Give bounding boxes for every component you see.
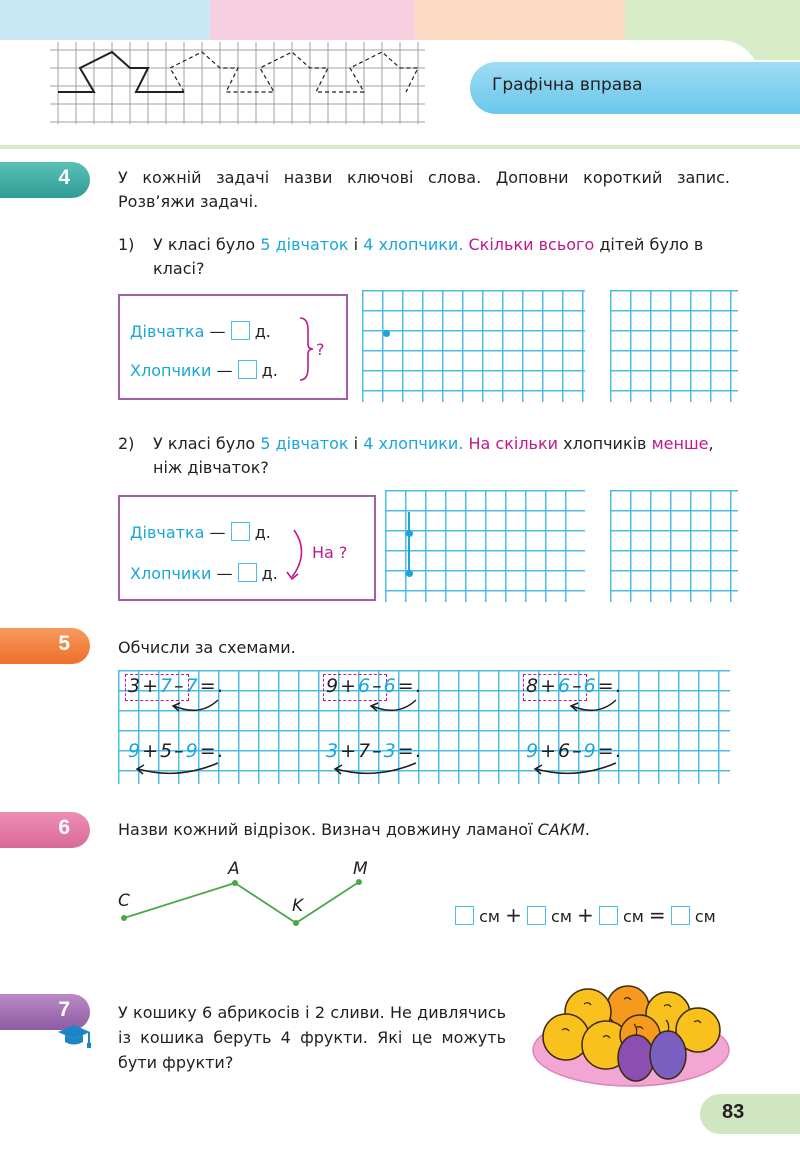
task-5-row-1-arrows — [118, 695, 730, 719]
p1-dash-1: — — [209, 322, 226, 341]
expr-2-3-dot: . — [615, 740, 624, 762]
expr-2-1-a: 9 — [128, 740, 143, 762]
equals-sign: = — [648, 903, 666, 927]
task-6-text-1: Назви кожний відрізок. Визнач довжину ламаної — [118, 820, 538, 839]
p2-boys-row — [130, 563, 278, 583]
expr-2-2-plus: + — [340, 740, 359, 762]
expr-2-1-b: 5 — [160, 740, 175, 762]
expr-1-1-eq: = — [199, 675, 218, 697]
p2-dash-2: — — [216, 564, 233, 583]
expr-2-2 — [326, 740, 424, 762]
expr-1-3-plus: + — [540, 675, 559, 697]
total-length-box[interactable] — [671, 906, 690, 925]
expr-1-3-dot: . — [615, 675, 624, 697]
plus-1: + — [505, 903, 522, 927]
top-band-peach — [415, 0, 625, 40]
segment-ca-box[interactable] — [455, 906, 474, 925]
point-a-label: A — [228, 859, 240, 879]
p2-boys-answer-box[interactable] — [238, 563, 257, 582]
polyline-cakm — [110, 870, 380, 940]
header-separator — [0, 145, 800, 149]
p1-solution-grid[interactable] — [362, 290, 585, 402]
task-6-polyline-name: САКМ — [537, 820, 585, 839]
unit-1: см — [479, 907, 500, 926]
expr-2-1 — [128, 740, 226, 762]
expr-2-1-minus: – — [174, 740, 186, 762]
p2-t8: , ніж дівчаток? — [153, 434, 714, 477]
p2-girls-label: Дівчатка — [130, 523, 205, 542]
task-6-text — [118, 818, 590, 842]
task-6-number-tab — [0, 812, 90, 848]
p2-dash-1: — — [209, 523, 226, 542]
expr-2-3 — [526, 740, 624, 762]
p2-question-keyword-2: менше — [651, 434, 709, 453]
expr-1-1 — [128, 675, 226, 697]
task-6-text-3: . — [584, 820, 590, 839]
expr-1-3-a: 8 — [526, 675, 541, 697]
task-4-number: 4 — [58, 166, 70, 189]
p2-grid-dot-2 — [406, 570, 413, 577]
task-5-row-2-arrows — [118, 760, 730, 784]
segment-km-box[interactable] — [599, 906, 618, 925]
task-7-text: У кошику 6 абрикосів і 2 сливи. Не дивлячись із кошика беруть 4 фрукти. Які це можуть бути фрукти? — [118, 1003, 506, 1072]
task-5-title: Обчисли за схемами. — [118, 638, 296, 657]
task-5-number-tab — [0, 628, 90, 664]
header-pill — [470, 62, 800, 114]
expr-1-1-b: 7 — [160, 675, 175, 697]
expr-1-2 — [326, 675, 424, 697]
expr-1-1-c: 7 — [185, 675, 200, 697]
p2-boys-label: Хлопчики — [130, 564, 212, 583]
expr-1-1-minus: – — [174, 675, 186, 697]
task-6-number: 6 — [58, 816, 70, 839]
expr-2-2-a: 3 — [326, 740, 341, 762]
p2-t6: хлопчиків — [563, 434, 647, 453]
point-k-label: K — [292, 896, 304, 916]
p1-t1: У класі було — [153, 235, 256, 254]
expr-1-1-dot: . — [217, 675, 226, 697]
p1-dash-2: — — [216, 361, 233, 380]
p2-unit-2: д. — [261, 564, 278, 583]
p2-t1: У класі було — [153, 434, 256, 453]
page-number-tab — [700, 1094, 800, 1134]
expr-2-2-dot: . — [415, 740, 424, 762]
unit-4: см — [694, 907, 716, 926]
task-4-p1-text — [153, 233, 731, 281]
p2-question-keyword-1: На скільки — [468, 434, 559, 453]
p1-grid-dot — [383, 330, 390, 337]
expr-1-1-a: 3 — [128, 675, 143, 697]
expr-1-3 — [526, 675, 624, 697]
expr-2-3-a: 9 — [526, 740, 541, 762]
p1-unit-1: д. — [254, 322, 271, 341]
p2-girls-count: 5 дівчаток — [260, 434, 349, 453]
p1-brace — [298, 316, 314, 382]
unit-3: см — [622, 907, 644, 926]
expr-2-3-eq: = — [597, 740, 616, 762]
p2-girls-row — [130, 522, 271, 542]
plus-2: + — [576, 903, 594, 927]
page-number: 83 — [722, 1101, 745, 1123]
expr-1-2-a: 9 — [326, 675, 341, 697]
p1-boys-label: Хлопчики — [130, 361, 212, 380]
fruit-plate-illustration — [528, 972, 738, 1092]
p1-girls-answer-box[interactable] — [231, 321, 250, 340]
p1-girls-count: 5 дівчаток — [260, 235, 349, 254]
expr-1-3-b: 6 — [558, 675, 573, 697]
point-c-label: C — [118, 891, 130, 911]
graduation-cap-icon — [56, 1022, 96, 1050]
task-4-intro: У кожній задачі назви ключові слова. Доповни короткий запис. Розв’яжи задачі. — [118, 168, 730, 211]
p2-question-label: На ? — [312, 543, 348, 562]
task-4-p2-text — [153, 432, 731, 480]
p2-girls-answer-box[interactable] — [231, 522, 250, 541]
top-band-blue — [0, 0, 210, 40]
expr-1-1-plus: + — [142, 675, 161, 697]
p2-solution-grid[interactable] — [385, 490, 585, 602]
expr-1-3-minus: – — [572, 675, 584, 697]
expr-2-3-b: 6 — [558, 740, 573, 762]
p1-t6: дітей було в класі? — [153, 235, 704, 278]
expr-1-3-c: 6 — [583, 675, 598, 697]
p2-grid-dot-1 — [406, 530, 413, 537]
expr-2-3-minus: – — [572, 740, 584, 762]
p2-answer-grid[interactable] — [610, 490, 738, 602]
p2-boys-count: 4 хлопчики. — [363, 434, 464, 453]
p1-short-note-box — [118, 294, 348, 400]
p1-question-mark: ? — [316, 340, 325, 359]
top-band-pink — [210, 0, 415, 40]
expr-2-3-c: 9 — [583, 740, 598, 762]
p2-unit-1: д. — [254, 523, 271, 542]
p1-answer-grid[interactable] — [610, 290, 738, 402]
task-4-p1-number: 1) — [118, 235, 135, 254]
expr-1-2-dot: . — [415, 675, 424, 697]
expr-1-2-eq: = — [397, 675, 416, 697]
task-6-length-equation — [455, 903, 716, 927]
expr-1-2-minus: – — [372, 675, 384, 697]
p1-girls-row — [130, 321, 271, 341]
expr-1-2-b: 6 — [358, 675, 373, 697]
p2-t3: і — [353, 434, 359, 453]
p2-arc-arrow — [284, 525, 314, 585]
expr-2-2-eq: = — [397, 740, 416, 762]
task-7-number: 7 — [58, 998, 70, 1021]
expr-1-3-eq: = — [597, 675, 616, 697]
p1-boys-row — [130, 360, 278, 380]
expr-2-1-eq: = — [199, 740, 218, 762]
p1-girls-label: Дівчатка — [130, 322, 205, 341]
expr-2-1-c: 9 — [185, 740, 200, 762]
expr-2-2-c: 3 — [383, 740, 398, 762]
header-title: Графічна вправа — [492, 75, 643, 95]
segment-ak-box[interactable] — [527, 906, 546, 925]
task-5-number: 5 — [58, 632, 70, 655]
p2-grid-segment — [408, 512, 410, 574]
p2-short-note-box — [118, 495, 376, 601]
expr-1-2-plus: + — [340, 675, 359, 697]
p1-t3: і — [353, 235, 359, 254]
p1-unit-2: д. — [261, 361, 278, 380]
expr-2-3-plus: + — [540, 740, 559, 762]
graphic-exercise-grid — [50, 42, 425, 124]
task-4-p2-number: 2) — [118, 434, 135, 453]
p1-question-keyword: Скільки всього — [468, 235, 595, 254]
expr-2-2-b: 7 — [358, 740, 373, 762]
point-m-label: M — [353, 859, 368, 879]
expr-2-1-plus: + — [142, 740, 161, 762]
expr-1-2-c: 6 — [383, 675, 398, 697]
p1-boys-answer-box[interactable] — [238, 360, 257, 379]
expr-2-2-minus: – — [372, 740, 384, 762]
expr-2-1-dot: . — [217, 740, 226, 762]
task-4-number-tab — [0, 162, 90, 198]
unit-2: см — [551, 907, 572, 926]
p1-boys-count: 4 хлопчики. — [363, 235, 464, 254]
